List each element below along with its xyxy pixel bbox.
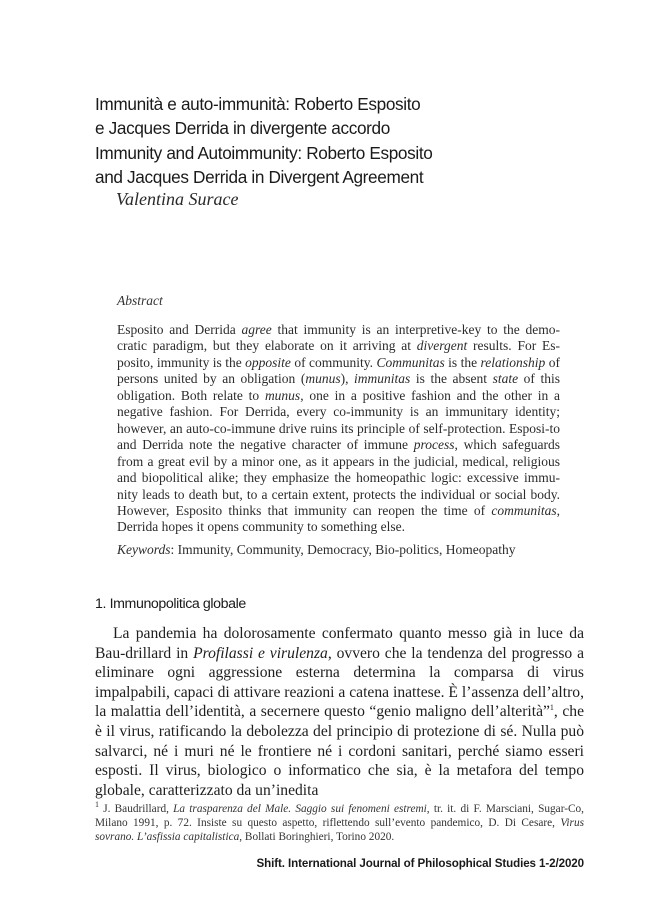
title-line-en-1: Immunity and Autoimmunity: Roberto Esposito: [95, 142, 433, 163]
section-heading: 1. Immunopolitica globale: [95, 596, 246, 612]
title-line-it-1: Immunità e auto-immunità: Roberto Esposito: [95, 94, 421, 114]
body-text: [95, 624, 584, 800]
abstract-paragraph: Esposito and Derrida agree that immunity is an interpretive-key to the demo-cratic paradigm, but they elaborate on it arriving at divergent results. For Es-posito, immunity is the opposite of community. Communitas is the relationship of persons united by an obligation (munus), immunitas is the absent state of this obligation. Both relate to munus, one in a positive fashion and the other in a negative fashion. For Derrida, every co-immunity is an immunitary identity; however, an auto-co-immune drive ruins its principle of self-protection. Esposi-to and Derrida note the negative character of immune process, which safeguards from a great evil by a minor one, as it appears in the judicial, medical, religious and biopolitical alike; they emphasize the homeopathic logic: excessive immu-nity leads to death but, to a certain extent, protects the individual or social body. However, Esposito thinks that immunity can reopen the time of communitas, Derrida hopes it opens community to something else.: [117, 322, 560, 535]
keywords-label: Keywords: [117, 542, 171, 557]
keywords-line: [117, 542, 515, 558]
abstract-body: [117, 322, 560, 536]
body-paragraph: La pandemia ha dolorosamente confermato quanto messo già in luce da Bau-drillard in Profilassi e virulenza, ovvero che la tendenza del progresso a eliminare ogni aggressione esterna determina la comparsa di virus impalpabili, capaci di attivare reazioni a catena inattese. È l’assenza dell’altro, la malattia dell’identità, a secernere questo “genio maligno dell’alterità”$^1$, che è il virus, ratificando la debolezza del principio di protezione di sé. Nulla può salvarci, né i muri né le frontiere né i cordoni sanitari, perché siamo esseri esposti. Il virus, biologico o informatico che sia, è la metafora del tempo globale, caratterizzato da un’inedita: [95, 625, 584, 799]
abstract-label: Abstract: [117, 293, 163, 308]
footnote-marker: 1: [95, 800, 99, 810]
article-title: [95, 92, 565, 190]
footnote: [95, 802, 584, 845]
title-line-en-2: and Jacques Derrida in Divergent Agreement: [95, 167, 424, 188]
footnote-reference: 1: [549, 703, 554, 713]
footnote-paragraph: $^1$ J. Baudrillard, La trasparenza del Male. Saggio sui fenomeni estremi, tr. it. di F. Marsciani, Sugar-Co, Milano 1991, p. 72. Insiste su questo aspetto, riflettendo sull’evento pandemico, D. Di Cesare, Virus sovrano. L’asfissia capitalistica, Bollati Boringhieri, Torino 2020.: [95, 800, 584, 844]
author-name: Valentina Surace: [116, 189, 239, 209]
keywords-list: : Immunity, Community, Democracy, Bio-politics, Homeopathy: [170, 542, 516, 557]
title-line-it-2: e Jacques Derrida in divergente accordo: [95, 118, 390, 139]
journal-footer: Shift. International Journal of Philosophical Studies 1-2/2020: [256, 857, 584, 870]
